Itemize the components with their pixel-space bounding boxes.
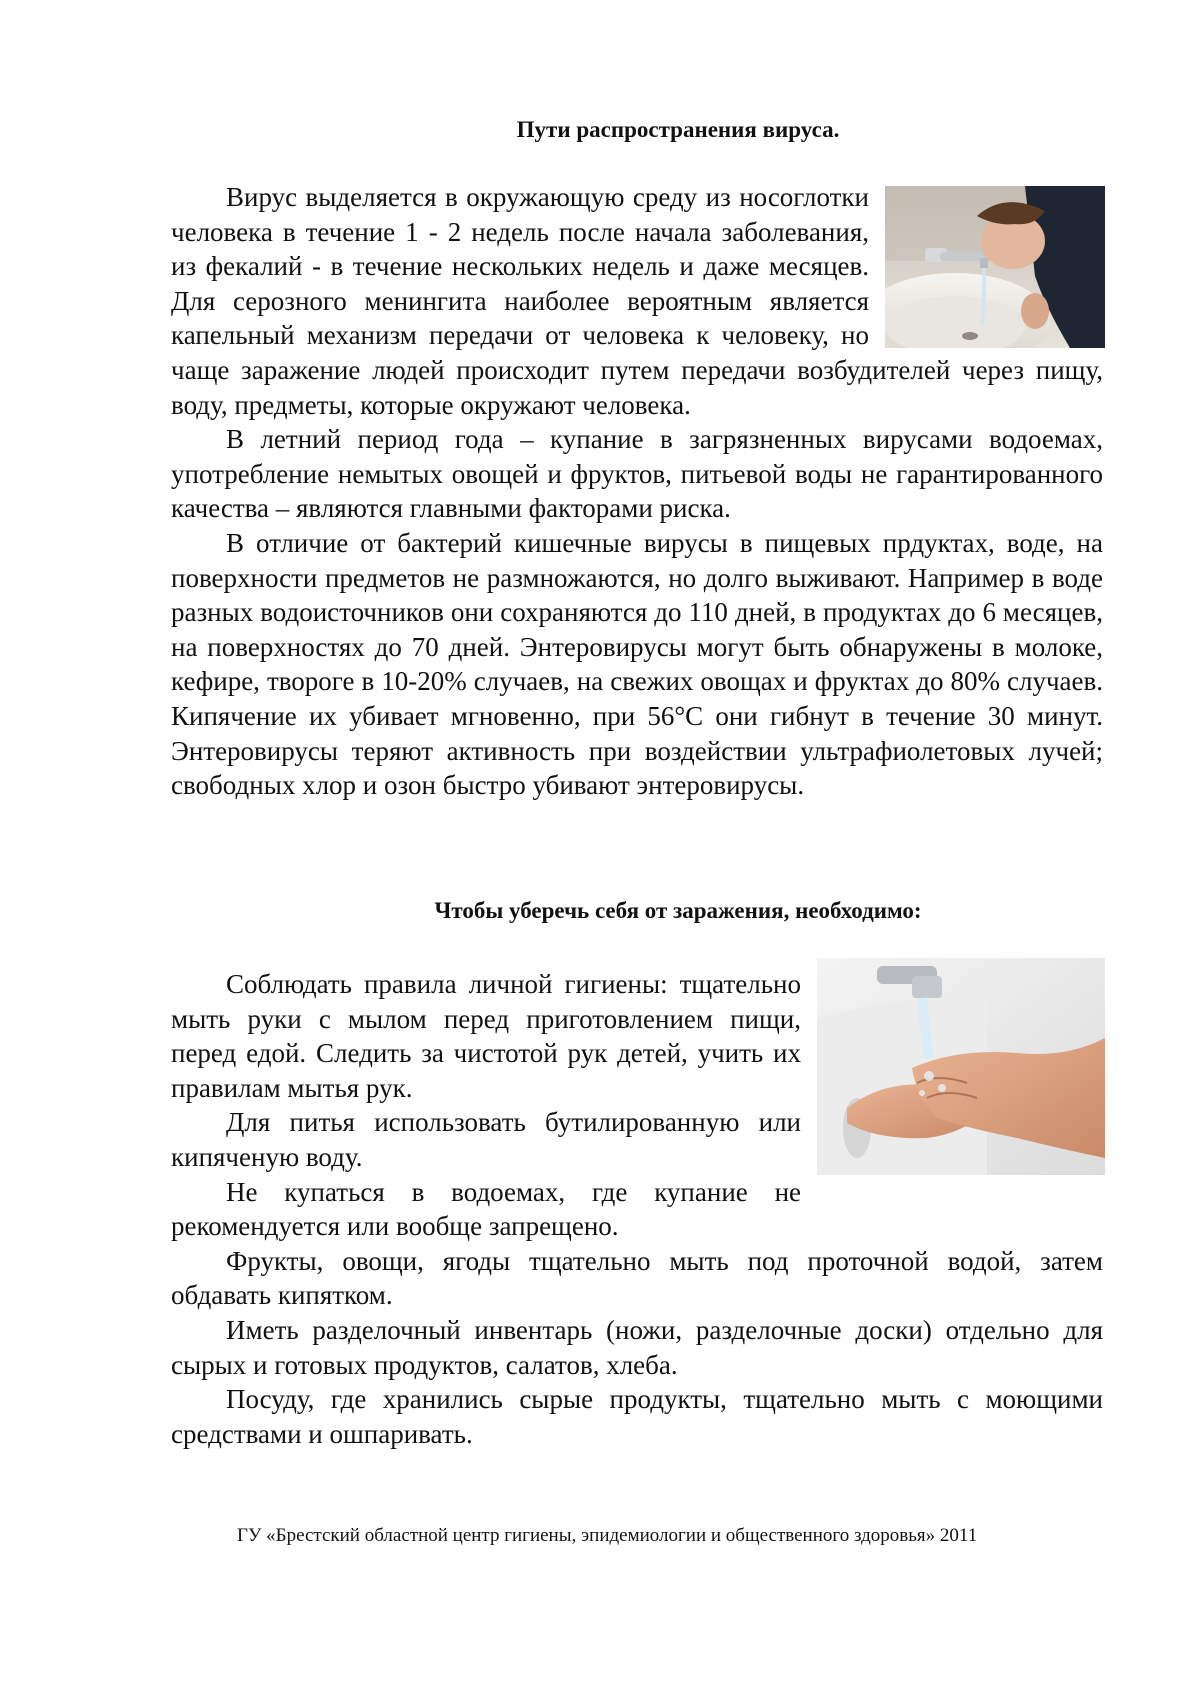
paragraph: В отличие от бактерий кишечные вирусы в пищевых прдуктах, воде, на поверхности предметов не размножаются, но долго выживают. Например в воде разных водоисточников они сохраняются до 110 дней, в продуктах до 6 месяцев, на поверхностях до 70 дней. Энтеровирусы могут быть обнаружены в молоке, кефире, твороге в 10-20% случаев, на свежих овощах и фруктах до 80% случаев. Кипячение их убивает мгновенно, при 56°С они гибнут в течение 30 минут. Энтеровирусы теряют активность при воздействии ультрафиолетовых лучей; свободных хлор и озон быстро убивают энтеровирусы. [171,527,1103,801]
paragraph: Вирус выделяется в окружающую среду из носоглотки человека в течение 1 - 2 недель после начала заболевания, из фекалий - в течение нескольких недель и даже месяцев. Для серозного менингита наиболее вероятным является капельный механизм передачи от человека к человеку, но чаще заражение людей происходит путем передачи возбудителей через пищу, воду, предметы, которые окружают человека. [171,182,1103,420]
footer-credit: ГУ «Брестский областной центр гигиены, эпидемиологии и общественного здоровья» 2011 [237,1525,978,1546]
paragraph: В летний период года – купание в загрязненных вирусами водоемах, употребление немытых овощей и фруктов, питьевой воды не гарантированного качества – являются главными факторами риска. [171,424,1103,524]
section-title-transmission: Пути распространения вируса. [516,117,840,142]
paragraph: Не купаться в водоемах, где купание не рекомендуется или вообще запрещено. [171,1176,801,1242]
paragraph: Посуду, где хранились сырые продукты, тщательно мыть с моющими средствами и ошпаривать. [171,1384,1103,1449]
section-title-prevention: Чтобы уберечь себя от заражения, необходимо: [434,898,922,923]
paragraph: Фрукты, овощи, ягоды тщательно мыть под проточной водой, затем обдавать кипятком. [171,1245,1103,1311]
photo-person-drinking-from-tap [885,186,1105,348]
transmission-text [171,180,1103,803]
paragraph: Для питья использовать бутилированную или кипяченую воду. [171,1107,801,1172]
paragraph: Соблюдать правила личной гигиены: тщательно мыть руки с мылом перед приготовлением пищи, перед едой. Следить за чистотой рук детей, учить их правилам мытья рук. [171,969,801,1103]
photo-hands-washing [817,958,1105,1175]
paragraph: Иметь разделочный инвентарь (ножи, разделочные доски) отдельно для сырых и готовых продуктов, салатов, хлеба. [171,1314,1103,1380]
prevention-text [171,967,1103,1451]
